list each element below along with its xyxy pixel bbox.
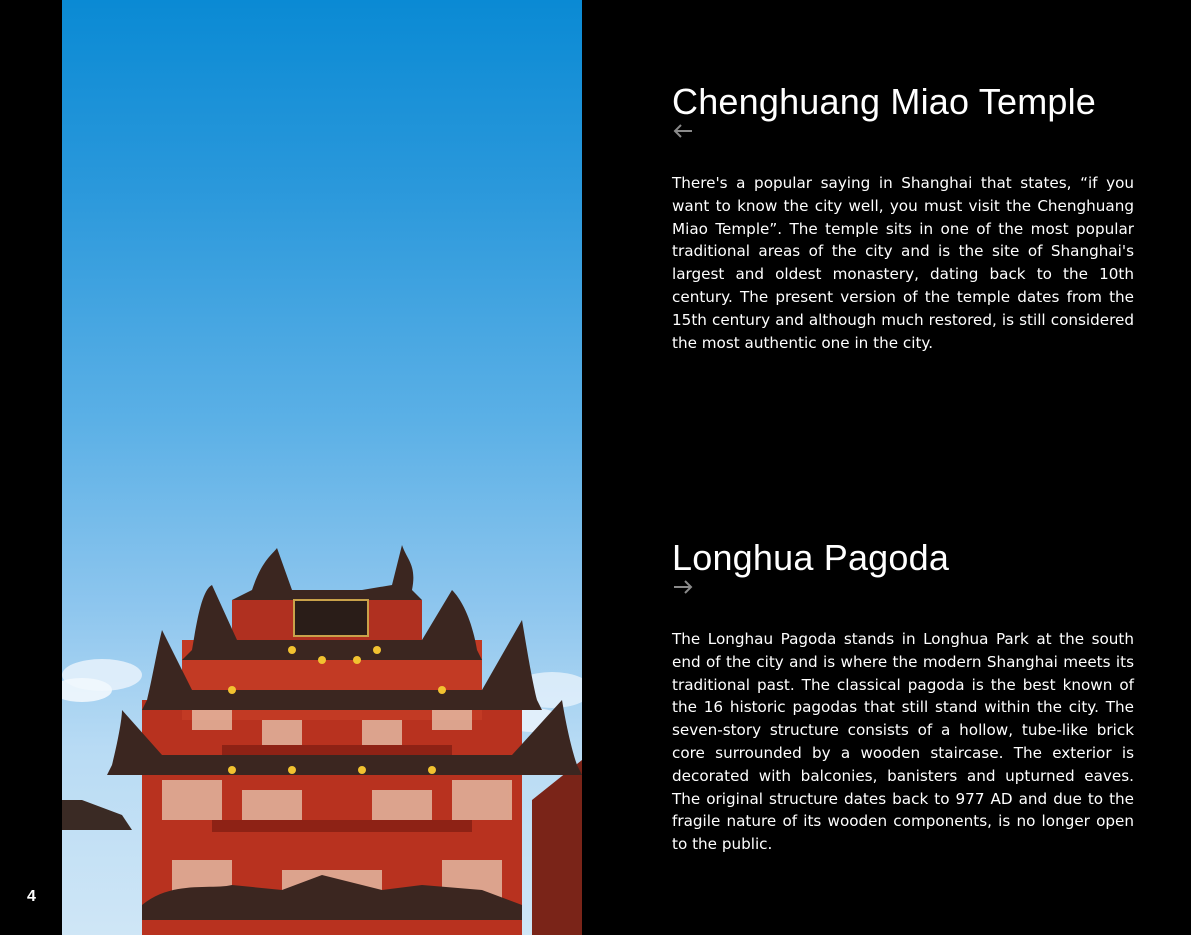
section-chenghuang-miao-temple: [672, 82, 1134, 354]
pagoda-photo: [62, 0, 582, 935]
section-longhua-pagoda: [672, 538, 1134, 856]
pagoda-illustration: [62, 0, 582, 935]
page-number: 4: [27, 888, 36, 905]
arrow-left-icon: [672, 122, 694, 140]
section-body: There's a popular saying in Shanghai that states, “if you want to know the city well, you must visit the Chenghuang Miao Temple”. The temple sits in one of the most popular traditional areas of the city and is the site of Shanghai's largest and oldest monastery, dating back to the 10th century. The present version of the temple dates from the 15th century and although much restored, is still considered the most authentic one in the city.: [672, 174, 1134, 352]
arrow-right-icon: [672, 578, 694, 596]
section-title: Longhua Pagoda: [672, 537, 950, 578]
section-title: Chenghuang Miao Temple: [672, 81, 1097, 122]
section-body: The Longhau Pagoda stands in Longhua Park at the south end of the city and is where the modern Shanghai meets its traditional past. The classical pagoda is the best known of the 16 historic pagodas that still stand within the city. The seven-story structure consists of a hollow, tube-like brick core surrounded by a wooden staircase. The exterior is decorated with balconies, banisters and upturned eaves. The original structure dates back to 977 AD and due to the fragile nature of its wooden components, is no longer open to the public.: [672, 630, 1134, 854]
